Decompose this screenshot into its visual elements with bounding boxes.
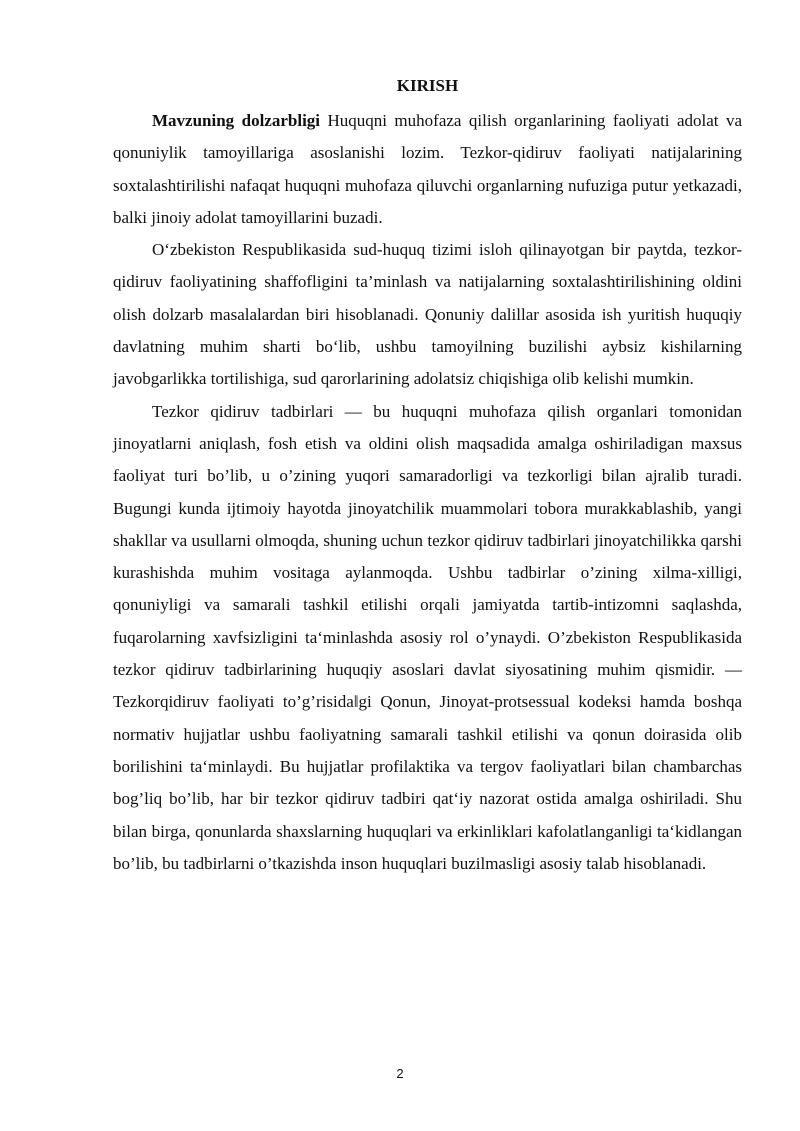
paragraph-text: Tezkor qidiruv tadbirlari — bu huquqni muhofaza qilish organlari tomonidan jinoyatlarni aniqlash, fosh etish va oldini olish maqsadida amalga oshiriladigan maxsus faoliyat turi bo’lib, u o’zining yuqori samaradorligi va tezkorligi bilan ajralib turadi. Bugungi kunda ijtimoiy hayotda jinoyatchilik muammolari tobora murakkablashib, yangi shakllar va usullarni olmoqda, shuning uchun tezkor qidiruv tadbirlari jinoyatchilikka qarshi kurashishda muhim vositaga aylanmoqda. Ushbu tadbirlar o’zining xilma-xilligi, qonuniyligi va samarali tashkil etilishi orqali jamiyatda tartib-intizomni saqlashda, fuqarolarning xavfsizligini ta‘minlashda asosiy rol o’ynaydi. O’zbekiston Respublikasida tezkor qidiruv tadbirlarining huquqiy asoslari davlat siyosatining muhim qismidir. —Tezkorqidiruv faoliyati to’g’risidaǁgi Qonun, Jinoyat-protsessual kodeksi hamda boshqa normativ hujjatlar ushbu faoliyatning samarali tashkil etilishi va qonun doirasida olib borilishini ta‘minlaydi. Bu hujjatlar profilaktika va tergov faoliyatlari bilan chambarchas bog’liq bo’lib, har bir tezkor qidiruv tadbiri qat‘iy nazorat ostida amalga oshiriladi. Shu bilan birga, qonunlarda shaxslarning huquqlari va erkinliklari kafolatlanganligi ta‘kidlangan bo’lib, bu tadbirlarni o’tkazishda inson huquqlari buzilmasligi asosiy talab hisoblanadi.	[113, 401, 742, 873]
paragraph-text: O‘zbekiston Respublikasida sud-huquq tizimi isloh qilinayotgan bir paytda, tezkor-qidiruv faoliyatining shaffofligini ta’minlash va natijalarning soxtalashtirilishining oldini olish dolzarb masalalardan biri hisoblanadi. Qonuniy dalillar asosida ish yuritish huquqiy davlatning muhim sharti bo‘lib, ushbu tamoyilning buzilishi aybsiz kishilarning javobgarlikka tortilishiga, sud qarorlarining adolatsiz chiqishiga olib kelishi mumkin.	[113, 240, 742, 389]
page-number: 2	[396, 1066, 404, 1081]
paragraph-text: Huquqni muhofaza qilish organlarining faoliyati adolat va qonuniylik tamoyillariga asoslanishi lozim. Tezkor-qidiruv faoliyati natijalarining soxtalashtirilishi nafaqat huquqni muhofaza qiluvchi organlarning nufuziga putur yetkazadi, balki jinoiy adolat tamoyillarini buzadi.	[113, 111, 742, 227]
paragraph-reform	[113, 234, 742, 395]
section-heading: KIRISH	[396, 76, 459, 95]
paragraph-operational-measures	[113, 396, 742, 880]
document-page	[113, 75, 742, 880]
paragraph-lead-bold: Mavzuning dolzarbligi	[152, 111, 321, 130]
paragraph-relevance	[113, 105, 742, 234]
